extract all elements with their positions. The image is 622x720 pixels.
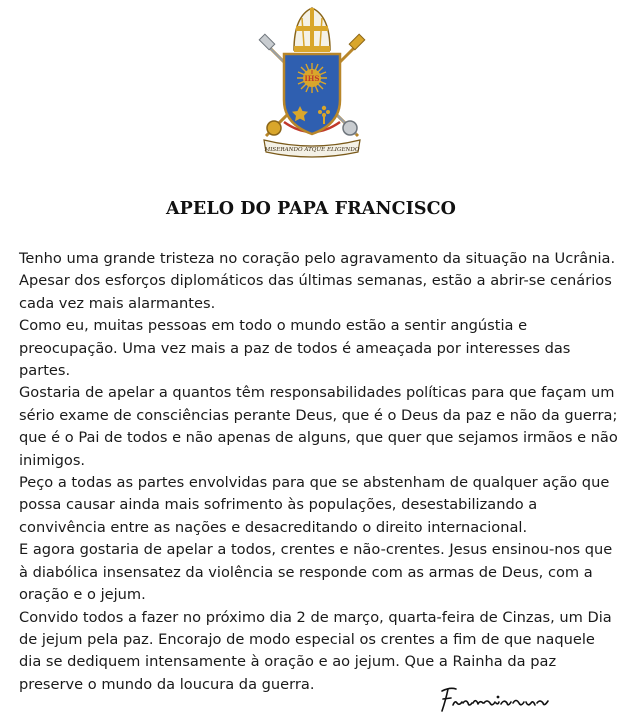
papal-coat-of-arms: [254, 4, 370, 160]
paragraph-3: Gostaria de apelar a quantos têm responsabilidades políticas para que façam um sério exame de consciências perante Deus, que é o Deus da paz e não da guerra; que é o Pai de todos e não apenas de alguns, que quer que sejamos irmãos e não inimigos.: [19, 384, 618, 469]
paragraph-5: E agora gostaria de apelar a todos, crentes e não-crentes. Jesus ensinou-nos que à diabólica insensatez da violência se responde com as armas de Deus, com a oração e o jejum.: [19, 541, 613, 604]
handwritten-signature: [436, 683, 586, 715]
mitre-icon: [294, 8, 330, 52]
coat-of-arms-icon: [254, 4, 370, 160]
appeal-body: [19, 248, 619, 696]
motto-ribbon: [264, 140, 361, 157]
paragraph-2: Como eu, muitas pessoas em todo o mundo estão a sentir angústia e preocupação. Uma vez mais a paz de todos é ameaçada por interesses das partes.: [19, 317, 571, 380]
paragraph-4: Peço a todas as partes envolvidas para que se abstenham de qualquer ação que possa causar ainda mais sofrimento às populações, desestabilizando a convivência entre as nações e desacreditando o direito internacional.: [19, 474, 610, 536]
signature-icon: [436, 683, 586, 715]
paragraph-6: Convido todos a fazer no próximo dia 2 de março, quarta-feira de Cinzas, um Dia de jejum pela paz. Encorajo de modo especial os crentes a fim de que naquele dia se dediquem intensamente à oração e ao jejum. Que a Rainha da paz preserve o mundo da loucura da guerra.: [19, 608, 612, 693]
shield-icon: [284, 54, 340, 134]
paragraph-1: Tenho uma grande tristeza no coração pelo agravamento da situação na Ucrânia. Apesar dos esforços diplomáticos das últimas semanas, estão a abrir-se cenários cada vez mais alarmantes.: [19, 250, 616, 312]
motto-text: MISERANDO ATQUE ELIGENDO: [264, 147, 360, 153]
document-title: APELO DO PAPA FRANCISCO: [165, 199, 457, 219]
ihs-emblem: IHS: [304, 74, 320, 83]
